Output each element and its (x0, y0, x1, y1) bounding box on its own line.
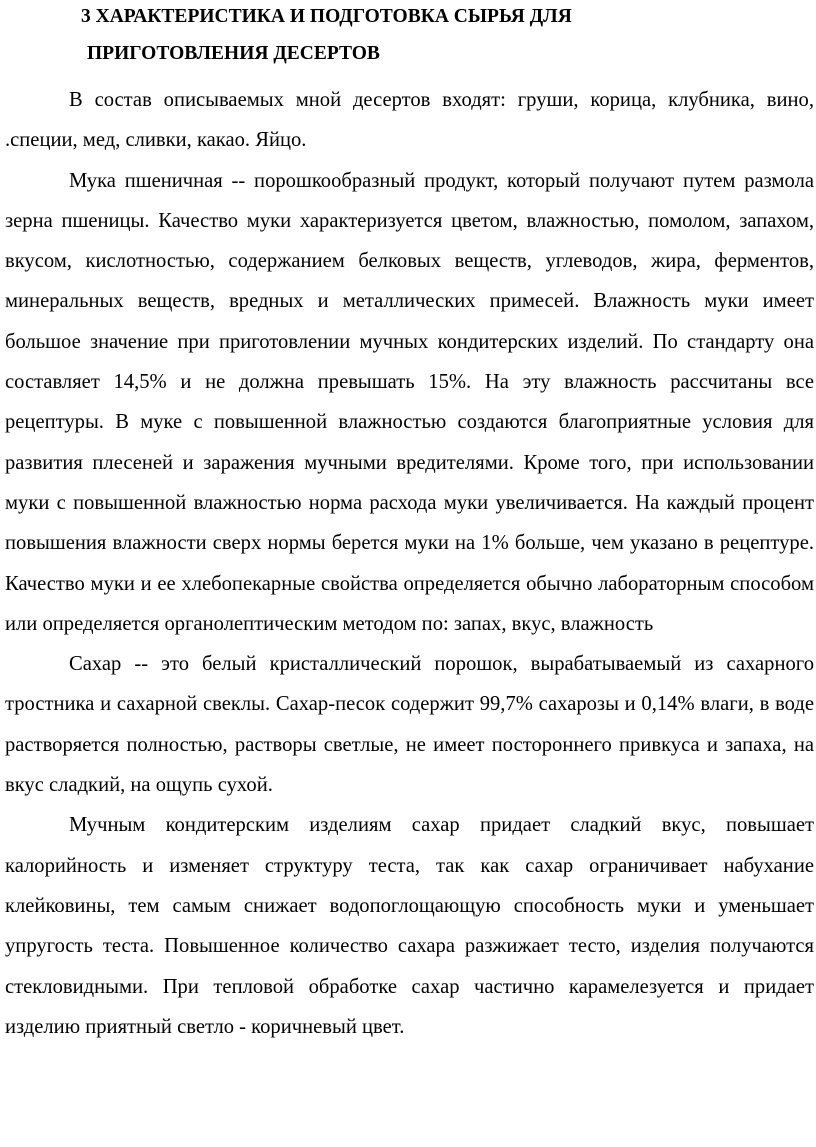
paragraph-sugar: Сахар -- это белый кристаллический порошок, вырабатываемый из сахарного тростника и сахарной свеклы. Сахар-песок содержит 99,7% сахарозы и 0,14% влаги, в воде растворяется полностью, растворы светлые, не имеет постороннего привкуса и запаха, на вкус сладкий, на ощупь сухой. (5, 653, 814, 797)
paragraph-ingredients: В состав описываемых мной десертов входят: груши, корица, клубника, вино, .специи, мед, сливки, какао. Яйцо. (5, 89, 814, 152)
body-text (5, 80, 814, 1047)
paragraph-sugar-effects: Мучным кондитерским изделиям сахар придает сладкий вкус, повышает калорийность и изменяет структуру теста, так как сахар ограничивает набухание клейковины, тем самым снижает водопоглощающую способность муки и уменьшает упругость теста. Повышенное количество сахара разжижает тесто, изделия получаются стекловидными. При тепловой обработке сахар частично карамелезуется и придает изделию приятный светло - коричневый цвет. (5, 814, 814, 1038)
section-heading-line-1: 3 ХАРАКТЕРИСТИКА И ПОДГОТОВКА СЫРЬЯ ДЛЯ (81, 6, 572, 27)
section-heading-line-2: ПРИГОТОВЛЕНИЯ ДЕСЕРТОВ (87, 43, 380, 64)
paragraph-flour: Мука пшеничная -- порошкообразный продукт, который получают путем размола зерна пшеницы. Качество муки характеризуется цветом, влажностью, помолом, запахом, вкусом, кислотностью, содержанием белковых веществ, углеводов, жира, ферментов, минеральных веществ, вредных и металлических примесей. Влажность муки имеет большое значение при приготовлении мучных кондитерских изделий. По стандарту она составляет 14,5% и не должна превышать 15%. На эту влажность рассчитаны все рецептуры. В муке с повышенной влажностью создаются благоприятные условия для развития плесеней и заражения мучными вредителями. Кроме того, при использовании муки с повышенной влажностью норма расхода муки увеличивается. На каждый процент повышения влажности сверх нормы берется муки на 1% больше, чем указано в рецептуре. Качество муки и ее хлебопекарные свойства определяется обычно лабораторным способом или определяется органолептическим методом по: запах, вкус, влажность (5, 169, 814, 635)
